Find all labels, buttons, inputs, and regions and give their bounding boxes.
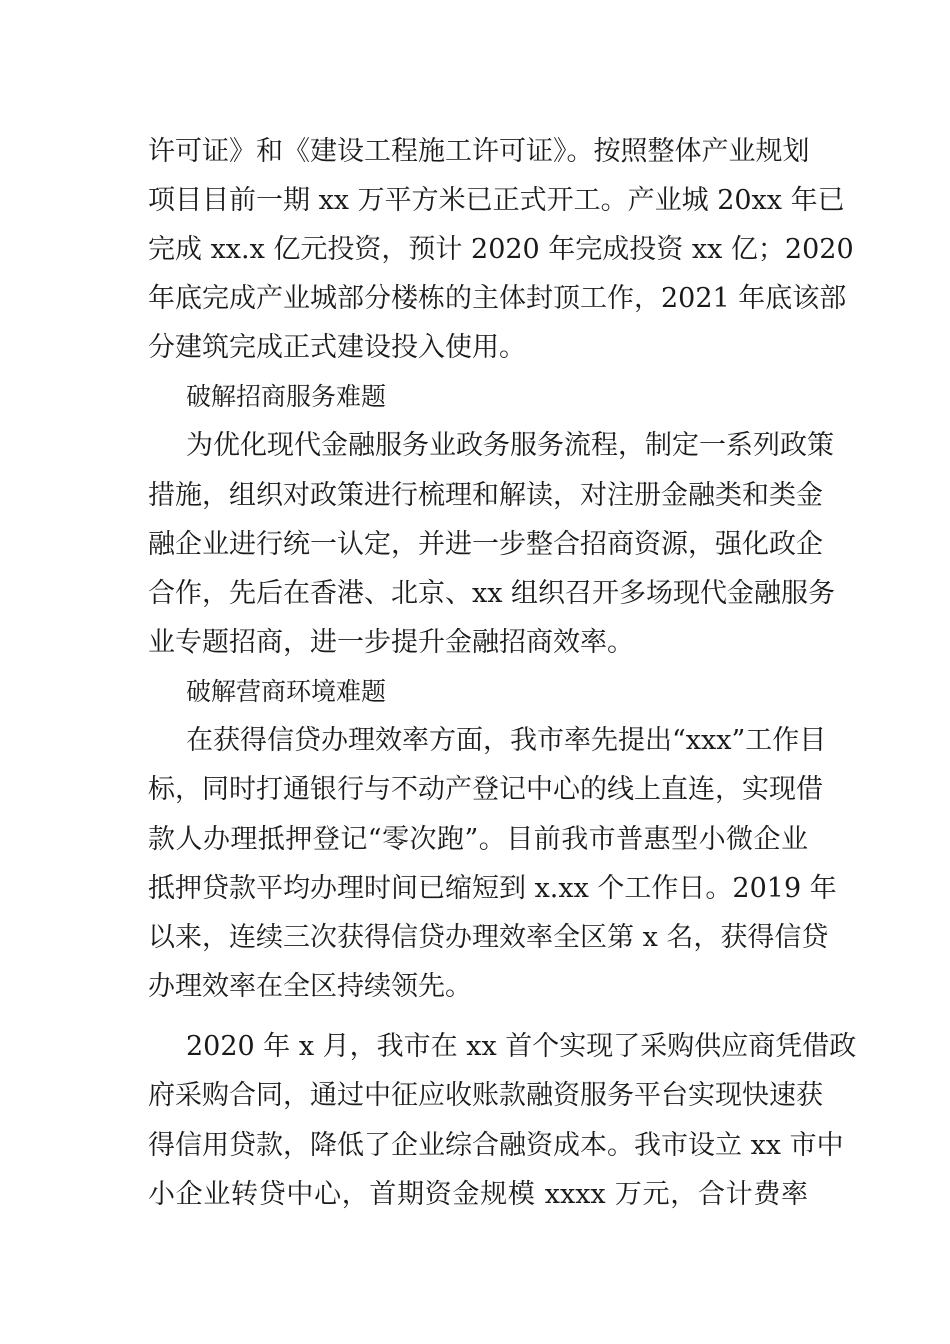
- paragraph3-line: 抵押贷款平均办理时间已缩短到 x.xx 个工作日。2019 年: [148, 873, 837, 904]
- paragraph1-line: 项目目前一期 xx 万平方米已正式开工。产业城 20xx 年已: [148, 185, 845, 216]
- paragraph1-line: 年底完成产业城部分楼栋的主体封顶工作，2021 年底该部: [148, 283, 847, 314]
- paragraph3-line: 款人办理抵押登记“零次跑”。目前我市普惠型小微企业: [148, 824, 808, 855]
- paragraph4-line: 2020 年 x 月，我市在 xx 首个实现了采购供应商凭借政: [186, 1031, 857, 1062]
- paragraph4-line: 府采购合同，通过中征应收账款融资服务平台实现快速获: [148, 1080, 823, 1111]
- paragraph3-line: 标，同时打通银行与不动产登记中心的线上直连，实现借: [148, 774, 823, 805]
- section-heading-investment-service: 破解招商服务难题: [186, 382, 387, 411]
- paragraph2-line: 业专题招商，进一步提升金融招商效率。: [148, 627, 634, 658]
- paragraph3-line: 在获得信贷办理效率方面，我市率先提出“xxx”工作目: [186, 725, 827, 756]
- paragraph1-line: 许可证》和《建设工程施工许可证》。按照整体产业规划: [148, 136, 810, 167]
- paragraph4-line: 小企业转贷中心，首期资金规模 xxxx 万元，合计费率: [148, 1179, 808, 1210]
- paragraph2-line: 为优化现代金融服务业政务服务流程，制定一系列政策: [186, 430, 834, 461]
- paragraph1-line: 分建筑完成正式建设投入使用。: [148, 332, 526, 363]
- paragraph1-line: 完成 xx.x 亿元投资，预计 2020 年完成投资 xx 亿；2020: [148, 234, 854, 265]
- section-heading-business-environment: 破解营商环境难题: [186, 677, 387, 706]
- paragraph4-line: 得信用贷款，降低了企业综合融资成本。我市设立 xx 市中: [148, 1130, 844, 1161]
- paragraph3-line: 以来，连续三次获得信贷办理效率全区第 x 名，获得信贷: [148, 922, 829, 953]
- paragraph3-line: 办理效率在全区持续领先。: [148, 971, 472, 1002]
- paragraph2-line: 融企业进行统一认定，并进一步整合招商资源，强化政企: [148, 529, 823, 560]
- paragraph2-line: 措施，组织对政策进行梳理和解读，对注册金融类和类金: [148, 480, 823, 511]
- paragraph2-line: 合作，先后在香港、北京、xx 组织召开多场现代金融服务: [148, 578, 836, 609]
